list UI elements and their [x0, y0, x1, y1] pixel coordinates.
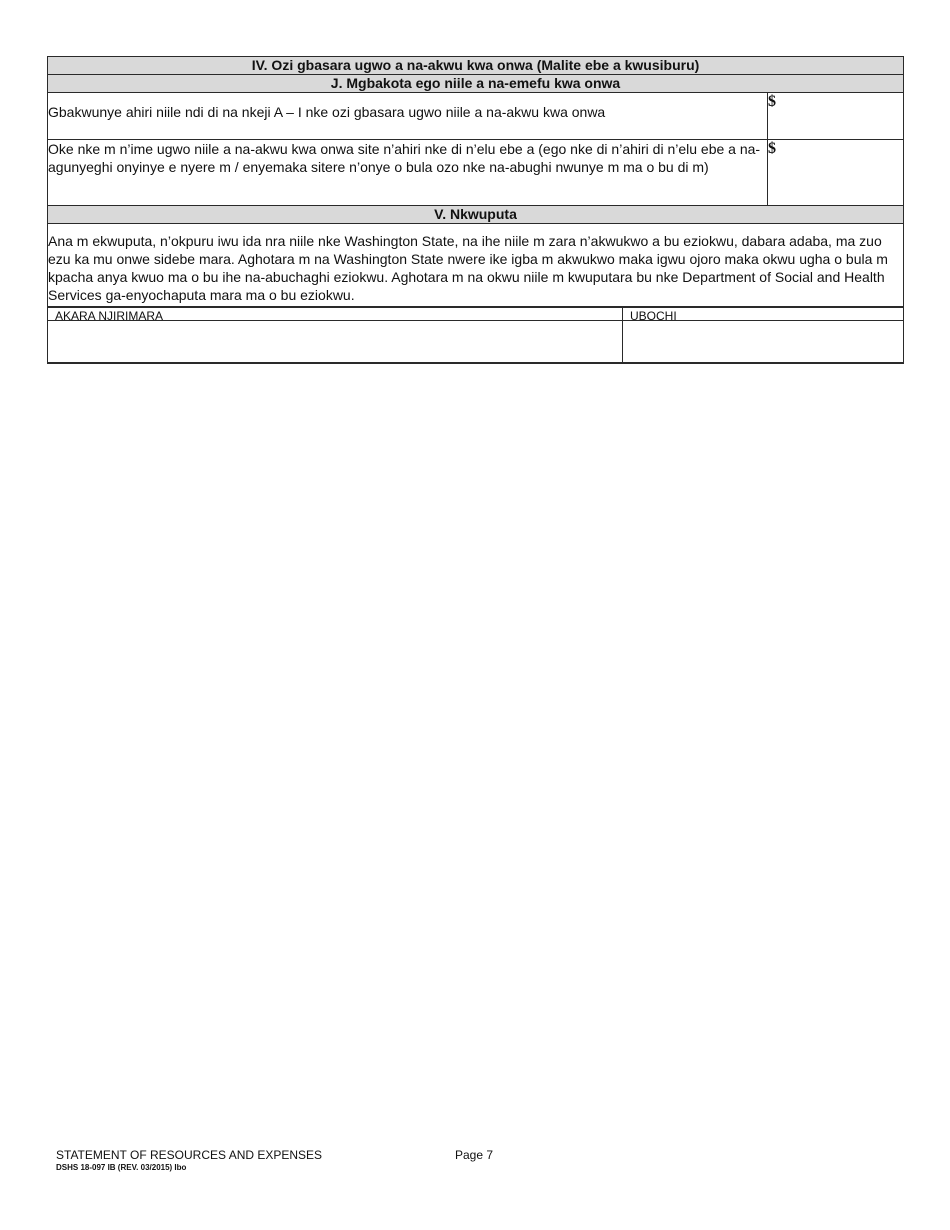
my-share-label: Oke nke m n’ime ugwo niile a na-akwu kwa onwa site n’ahiri nke di n’elu ebe a (ego nke di n’ahiri di n’elu ebe a na-agunyeghi onyinye e nyere m / enyemaka sitere n’onye o bula ozo nke na-abughi nwunye m ma o bu di m) — [48, 140, 768, 206]
dollar-sign: $ — [768, 93, 776, 110]
total-expenses-amount-field[interactable] — [768, 93, 904, 140]
total-expenses-label: Gbakwunye ahiri niile ndi di na nkeji A – I nke ozi gbasara ugwo niile a na-akwu kwa onwa — [48, 93, 768, 140]
footer-page-number: Page 7 — [455, 1148, 494, 1162]
signature-table — [47, 306, 904, 364]
footer-form-title: STATEMENT OF RESOURCES AND EXPENSES — [56, 1148, 323, 1162]
footer-form-code: DSHS 18-097 IB (REV. 03/2015) Ibo — [56, 1163, 187, 1172]
expenses-form-table — [47, 56, 904, 321]
section-v-header: V. Nkwuputa — [48, 206, 904, 224]
date-field[interactable] — [623, 307, 904, 363]
date-label: UBOCHI — [630, 309, 677, 323]
total-expenses-row — [48, 93, 904, 140]
section-j-header: J. Mgbakota ego niile a na-emefu kwa onwa — [48, 75, 904, 93]
declaration-text: Ana m ekwuputa, n’okpuru iwu ida nra niile nke Washington State, na ihe niile m zara n’akwukwo a bu eziokwu, dabara adaba, ma zuo ezu ka mu onwe sidebe mara. Aghotara m na Washington State nwere ike igba m akwukwo maka igwu ojoro maka okwu ugha o bula m kpacha anya kwuo ma o bu ihe na-abuchaghi eziokwu. Aghotara m na okwu niile m kwuputara bu nke Department of Social and Health Services ga-enyochaputa mara ma o bu eziokwu. — [48, 224, 904, 321]
my-share-row — [48, 140, 904, 206]
signature-field[interactable] — [48, 307, 623, 363]
signature-label: AKARA NJIRIMARA — [55, 309, 164, 323]
dollar-sign: $ — [768, 140, 776, 157]
section-iv-header: IV. Ozi gbasara ugwo a na-akwu kwa onwa (Malite ebe a kwusiburu) — [48, 57, 904, 75]
my-share-amount-field[interactable] — [768, 140, 904, 206]
